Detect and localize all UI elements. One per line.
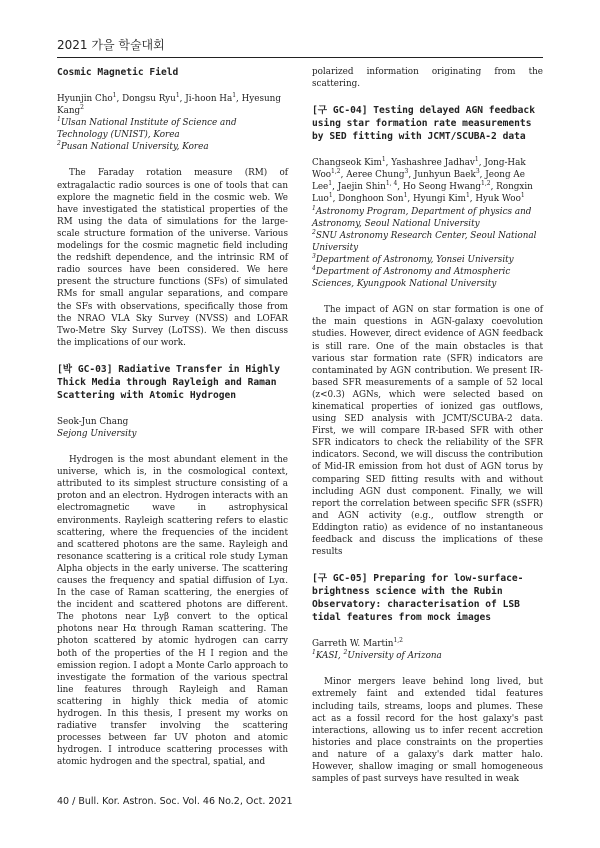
aff-text: Pusan National University, Korea — [60, 142, 209, 153]
gc04-title: [구 GC-04] Testing delayed AGN feedback using star formation rate measurements by SED fitting with JCMT/SCUBA-2 data — [312, 105, 535, 143]
author-sup: 3 — [475, 168, 480, 176]
aff-sup: 2 — [343, 649, 348, 657]
aff-sup: 1 — [312, 204, 316, 212]
gc03-abstract: Hydrogen is the most abundant element in the universe, which is, in the cosmological context, attributed to its simplest structure consisting of a proton and an electron. Hydrogen interacts with an electromagnetic wave in astrophysical environments. Rayleigh scattering refers to elastic scattering, where the frequencies of the incident and scattered photons are the same. Rayleigh and resonance scattering is a critical role study Lyman Alpha objects in the early universe. The scattering causes the frequency and spatial diffusion of Lyα. In the case of Raman scattering, the energies of the incident and scattered photons are different. The photons near Lyβ convert to the optical photons near Hα through Raman scattering. The photon scattered by atomic hydrogen can carry both of the properties of the H I region and the emission region. I adopt a Monte Carlo approach to investigate the formation of the various spectral line features through Rayleigh and Raman scattering in highly thick media of atomic hydrogen. In this thesis, I present my works on radiative transfer involving the scattering processes between far UV photon and atomic hydrogen. I introduce scattering processes with atomic hydrogen and the spectral, spatial, and — [57, 455, 288, 768]
author-name: Hyuk Woo — [475, 194, 521, 205]
affiliation-line — [312, 266, 543, 290]
author-name: Yashashree Jadhav — [391, 158, 475, 169]
aff-text: Department of Astronomy, Yonsei University — [315, 254, 514, 265]
gc04-affiliations — [312, 206, 543, 291]
gc05-title: [구 GC-05] Preparing for low-surface-brightness science with the Rubin Observatory: characterisation of LSB tidal features from mock images — [312, 573, 524, 624]
left-column — [57, 66, 288, 769]
author-name: , Dongsu Ryu — [116, 94, 176, 104]
aff-sup: 2 — [312, 228, 316, 236]
author-name: Jeong Ae Lee — [312, 170, 525, 193]
author-name: Garreth W. Martin — [312, 639, 394, 650]
header-rule — [57, 57, 543, 58]
gc05-abstract: Minor mergers leave behind long lived, but extremely faint and extended tidal features including tails, streams, loops and plumes. These act as a fossil record for the host galaxy's past interactions, allowing us to infer recent accretion histories and place constraints on the properties and nature of a galaxy's dark matter halo. However, shallow imaging or small homogeneous samples of past surveys have resulted in weak — [312, 677, 543, 785]
cosmic-title: Cosmic Magnetic Field — [57, 67, 179, 78]
author-name: Ho Seong Hwang — [402, 182, 482, 193]
cosmic-affiliation-1 — [57, 117, 288, 141]
running-header: 2021 가을 학술대회 — [57, 38, 165, 52]
affiliation-line — [312, 254, 543, 266]
author-sup: 1 — [112, 92, 117, 100]
author-sup: 1 — [403, 192, 408, 200]
author-name: Aeree Chung — [346, 170, 405, 181]
author-sup: 1, 4 — [385, 180, 398, 188]
author-sup: 1,2 — [481, 180, 491, 188]
author-sup: 1 — [232, 92, 237, 100]
gc03-affiliation: Sejong University — [57, 428, 137, 439]
aff-sup: 3 — [312, 253, 316, 261]
affiliation-line — [312, 206, 543, 230]
aff-text: University of Arizona — [347, 651, 442, 662]
author-name: Hyunjin Cho — [57, 94, 113, 104]
aff-text: Ulsan National Institute of Science and Technology (UNIST), Korea — [57, 118, 237, 141]
page-footer: 40 / Bull. Kor. Astron. Soc. Vol. 46 No.2, Oct. 2021 — [57, 796, 293, 807]
gc04-authors: Changseok Kim$^1$, Yashashree Jadhav$^1$, Jong-Hak Woo$^{1,2}$, Aeree Chung$^3$, Junhyun Baek$^3$, Jeong Ae Lee$^1$, Jaejin Shin$^{1, 4}$, Ho Seong Hwang$^{1,2}$, Rongxin Luo$^1$, Donghoon Son$^1$, Hyungi Kim$^1$, Hyuk Woo$^1$ — [312, 156, 533, 205]
author-name: Changseok Kim — [312, 158, 382, 169]
author-sup: 1 — [520, 192, 525, 200]
author-name: Hyungi Kim — [413, 194, 466, 205]
author-name: Junhyun Baek — [413, 170, 476, 181]
gc05-affiliations — [312, 650, 543, 662]
aff-sup: 4 — [312, 265, 316, 273]
aff-sup: 2 — [57, 140, 61, 148]
author-name: Rongxin Luo — [312, 182, 533, 205]
author-name: , Hyesung Kang — [57, 94, 281, 117]
author-name: Jong-Hak Woo — [312, 158, 526, 181]
author-sup: 1 — [328, 192, 333, 200]
author-sup: 1,2 — [393, 637, 403, 645]
gc03-authors: Seok-Jun Chang — [57, 416, 129, 427]
author-sup: 1 — [175, 92, 180, 100]
aff-text: KASI, — [315, 651, 344, 662]
right-column — [312, 66, 543, 785]
author-sup: 1 — [381, 156, 386, 164]
aff-text: SNU Astronomy Research Center, Seoul National University — [312, 230, 537, 253]
cosmic-affiliation-2 — [57, 141, 288, 153]
author-sup: 3 — [404, 168, 409, 176]
author-sup: 2 — [80, 104, 84, 112]
author-name: Donghoon Son — [338, 194, 404, 205]
author-sup: 1 — [328, 180, 333, 188]
aff-text: Astronomy Program, Department of physics and Astronomy, Seoul National University — [312, 206, 532, 229]
author-sup: 1,2 — [331, 168, 341, 176]
aff-sup: 1 — [312, 649, 316, 657]
author-name: , Ji-hoon Ha — [179, 94, 233, 104]
gc03-title: [박 GC-03] Radiative Transfer in Highly Thick Media through Rayleigh and Raman Scattering with Atomic Hydrogen — [57, 363, 280, 401]
author-name: Jaejin Shin — [337, 182, 386, 193]
aff-text: Department of Astronomy and Atmospheric Sciences, Kyungpook National University — [312, 267, 511, 290]
cosmic-abstract: The Faraday rotation measure (RM) of extragalactic radio sources is one of tools that can explore the magnetic field in the cosmic web. We have investigated the statistical properties of the RM using the data of simulations for the large-scale structure formation of the universe. Various modelings for the cosmic magnetic field including the redshift dependence, and the intrinsic RM of radio sources have been considered. We here present the structure functions (SFs) of simulated RMs for small angular separations, and compare the SFs with observations, specifically those from the NRAO VLA Sky Survey (NVSS) and LOFAR Two-Metre Sky Survey (LoTSS). We then discuss the implications of our work. — [57, 168, 288, 348]
author-sup: 1 — [474, 156, 479, 164]
cosmic-authors — [57, 93, 288, 117]
aff-sup: 1 — [57, 116, 61, 124]
affiliation-line — [312, 230, 543, 254]
gc04-abstract: The impact of AGN on star formation is one of the main questions in AGN-galaxy coevolution studies. However, direct evidence of AGN feedback is still rare. One of the main obstacles is that various star formation rate (SFR) indicators are contaminated by AGN contribution. We present IR-based SFR measurements of a sample of 52 local (z<0.3) AGNs, which were selected based on kinematical properties of ionized gas outflows, using SED analysis with JCMT/SCUBA-2 data. First, we will compare IR-based SFR with other SFR indicators to check the reliability of the SFR indicators. Second, we will discuss the contribution of Mid-IR emission from hot dust of AGN torus by comparing SED fitting results with and without including AGN dust component. Finally, we will report the correlation between specific SFR (sSFR) and AGN activity (e.g., outflow strength or Eddington ratio) as evidence of no instantaneous feedback and discuss the implications of these results — [312, 305, 543, 558]
author-sup: 1 — [465, 192, 470, 200]
gc03-continuation: polarized information originating from the scattering. — [312, 67, 543, 90]
